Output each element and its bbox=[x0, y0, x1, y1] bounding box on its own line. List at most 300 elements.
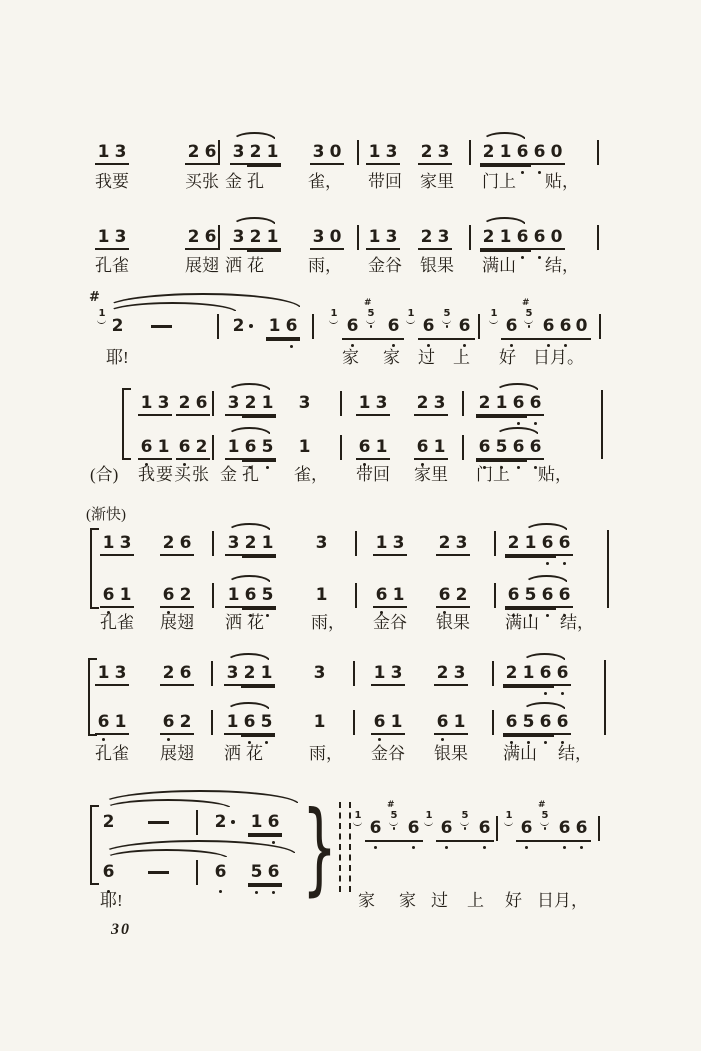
beam-line bbox=[501, 338, 559, 340]
note-digit: 6 bbox=[214, 862, 227, 882]
lyric: 洒花 bbox=[225, 256, 269, 275]
grace-digit: 1 bbox=[330, 308, 338, 319]
barline bbox=[597, 225, 599, 250]
note-digit: 2 bbox=[179, 585, 192, 605]
note-digit: 1 bbox=[250, 812, 263, 832]
note-digit: 1 bbox=[266, 142, 279, 162]
octave-dot bbox=[412, 846, 415, 849]
barline bbox=[218, 140, 220, 165]
grace-slur bbox=[524, 319, 533, 324]
note-group bbox=[100, 862, 117, 883]
grace-digit: 5 bbox=[541, 810, 549, 821]
grace-slur bbox=[366, 319, 375, 324]
lyric: 带回 bbox=[368, 172, 402, 191]
lyric: 我要买张 bbox=[138, 465, 210, 484]
barline bbox=[598, 816, 600, 841]
note-digit: 6 bbox=[542, 316, 555, 336]
note-group bbox=[185, 227, 219, 250]
lyric: 家 bbox=[342, 348, 359, 367]
note-digit: 1 bbox=[298, 437, 311, 457]
beam-line bbox=[555, 338, 591, 340]
barline bbox=[492, 710, 494, 735]
note-group bbox=[160, 585, 194, 608]
beam-line bbox=[242, 460, 276, 462]
barline bbox=[218, 225, 220, 250]
grace-slur bbox=[353, 821, 362, 826]
note-group bbox=[418, 142, 452, 165]
note-digit: 1 bbox=[390, 712, 403, 732]
note-group bbox=[573, 316, 590, 337]
beam-line bbox=[242, 608, 276, 610]
octave-dot bbox=[272, 891, 275, 894]
note-digit: 2 bbox=[214, 812, 227, 832]
note-digit: 1 bbox=[358, 393, 371, 413]
octave-dot bbox=[544, 827, 547, 830]
note-group bbox=[212, 862, 229, 883]
note-digit: 2 bbox=[249, 142, 262, 162]
note-group bbox=[367, 818, 384, 839]
barline bbox=[353, 710, 355, 735]
note-group bbox=[480, 227, 565, 250]
note-digit: 0 bbox=[329, 227, 342, 247]
note-digit: 6 bbox=[539, 663, 552, 683]
octave-dot bbox=[219, 890, 222, 893]
octave-dot bbox=[546, 614, 549, 617]
note-digit: 1 bbox=[499, 142, 512, 162]
lyric: 展翅 bbox=[160, 613, 194, 632]
note-digit: 1 bbox=[524, 533, 537, 553]
barline bbox=[462, 391, 464, 416]
note-digit: 2 bbox=[455, 585, 468, 605]
grace-note bbox=[489, 309, 499, 319]
lyric: 洒花 bbox=[225, 613, 269, 632]
octave-dot bbox=[561, 692, 564, 695]
note-digit: 1 bbox=[119, 585, 132, 605]
note-group bbox=[225, 585, 276, 608]
lyric: 门上 bbox=[476, 465, 510, 484]
beam-line bbox=[241, 735, 275, 737]
note-digit: 1 bbox=[368, 142, 381, 162]
note-group bbox=[95, 663, 129, 686]
note-digit: 3 bbox=[114, 142, 127, 162]
note-digit: 6 bbox=[179, 663, 192, 683]
note-group bbox=[310, 227, 344, 250]
note-digit: 0 bbox=[575, 316, 588, 336]
grace-digit: 5 bbox=[525, 308, 533, 319]
note-digit: 6 bbox=[195, 393, 208, 413]
beam-line bbox=[266, 339, 300, 341]
note-group bbox=[176, 393, 210, 416]
octave-dot bbox=[370, 325, 373, 328]
grace-note bbox=[442, 309, 452, 319]
note-digit: 6 bbox=[541, 585, 554, 605]
beam-line bbox=[480, 250, 531, 252]
octave-dot bbox=[272, 841, 275, 844]
note-digit: 1 bbox=[97, 663, 110, 683]
slur bbox=[227, 383, 272, 392]
lyric: 买张 bbox=[185, 172, 219, 191]
note-group bbox=[356, 437, 390, 460]
note-digit: 2 bbox=[195, 437, 208, 457]
octave-dot bbox=[544, 692, 547, 695]
note-group bbox=[373, 533, 407, 556]
note-group bbox=[95, 712, 129, 735]
lyric: 银果 bbox=[420, 256, 454, 275]
slur bbox=[495, 427, 540, 436]
note-group bbox=[230, 227, 281, 250]
octave-dot bbox=[446, 325, 449, 328]
barline bbox=[353, 661, 355, 686]
sharp-sign: # bbox=[522, 298, 530, 308]
note-digit: 1 bbox=[495, 393, 508, 413]
note-digit: 6 bbox=[440, 818, 453, 838]
note-digit: 2 bbox=[187, 142, 200, 162]
note-group bbox=[503, 712, 571, 735]
note-digit: 6 bbox=[541, 533, 554, 553]
dash-note bbox=[148, 871, 169, 874]
barline bbox=[494, 583, 496, 608]
octave-dot bbox=[546, 562, 549, 565]
note-group bbox=[414, 437, 448, 460]
note-digit: 6 bbox=[162, 712, 175, 732]
note-group bbox=[371, 663, 405, 686]
beam-line bbox=[476, 460, 527, 462]
note-digit: 6 bbox=[529, 437, 542, 457]
note-digit: 2 bbox=[482, 227, 495, 247]
barline bbox=[357, 225, 359, 250]
note-group bbox=[225, 437, 276, 460]
note-group bbox=[248, 862, 282, 885]
note-group bbox=[95, 227, 129, 250]
barline bbox=[212, 435, 214, 460]
note-group bbox=[160, 712, 194, 735]
octave-dot bbox=[563, 562, 566, 565]
system-end-barline bbox=[601, 390, 603, 459]
slur bbox=[522, 653, 567, 662]
lyric: 孔雀 bbox=[100, 613, 134, 632]
lyric: (合) bbox=[90, 465, 119, 484]
beam-line bbox=[248, 885, 282, 887]
barline bbox=[340, 435, 342, 460]
note-digit: 5 bbox=[524, 585, 537, 605]
beam-line bbox=[480, 165, 531, 167]
note-digit: 6 bbox=[204, 142, 217, 162]
note-digit: 6 bbox=[505, 316, 518, 336]
note-group bbox=[385, 316, 402, 337]
note-digit: 6 bbox=[407, 818, 420, 838]
slur bbox=[227, 575, 272, 584]
beam-line bbox=[242, 416, 276, 418]
note-digit: 1 bbox=[453, 712, 466, 732]
beam-line bbox=[505, 556, 556, 558]
grace-slur bbox=[406, 319, 415, 324]
grace-digit: 5 bbox=[390, 810, 398, 821]
slur bbox=[226, 702, 271, 711]
note-digit: 3 bbox=[227, 533, 240, 553]
augmentation-dot bbox=[249, 324, 253, 328]
barline bbox=[357, 140, 359, 165]
note-digit: 3 bbox=[226, 663, 239, 683]
note-digit: 2 bbox=[420, 142, 433, 162]
lyric: 上 bbox=[453, 348, 470, 367]
note-digit: 6 bbox=[387, 316, 400, 336]
note-group bbox=[505, 585, 573, 608]
note-digit: 2 bbox=[178, 393, 191, 413]
lyric: 带回 bbox=[356, 465, 390, 484]
note-group bbox=[109, 316, 126, 337]
lyric: 金孔 bbox=[225, 172, 269, 191]
note-group bbox=[176, 437, 210, 460]
octave-dot bbox=[517, 466, 520, 469]
note-group bbox=[160, 663, 194, 686]
note-digit: 1 bbox=[268, 316, 281, 336]
note-digit: 3 bbox=[114, 663, 127, 683]
note-digit: 2 bbox=[244, 393, 257, 413]
note-digit: 5 bbox=[522, 712, 535, 732]
note-digit: 6 bbox=[436, 712, 449, 732]
note-digit: 6 bbox=[178, 437, 191, 457]
note-digit: 3 bbox=[385, 227, 398, 247]
lyric: 日月。 bbox=[533, 348, 584, 367]
note-group bbox=[405, 818, 422, 839]
grace-digit: 5 bbox=[443, 308, 451, 319]
octave-dot bbox=[167, 738, 170, 741]
note-group bbox=[230, 316, 247, 337]
note-group bbox=[371, 712, 405, 735]
beam-line bbox=[418, 338, 475, 340]
note-digit: 5 bbox=[261, 437, 274, 457]
lyric: 家里 bbox=[414, 465, 448, 484]
note-group bbox=[573, 818, 590, 839]
lyric: 耶! bbox=[100, 891, 123, 910]
note-group bbox=[224, 663, 275, 686]
note-digit: 3 bbox=[313, 663, 326, 683]
barline bbox=[211, 661, 213, 686]
grace-digit: 1 bbox=[98, 308, 106, 319]
lyric: 金谷 bbox=[371, 744, 405, 763]
note-group bbox=[414, 393, 448, 416]
note-digit: 3 bbox=[315, 533, 328, 553]
note-digit: 0 bbox=[329, 142, 342, 162]
beam-line bbox=[247, 165, 281, 167]
lyric: 家里 bbox=[420, 172, 454, 191]
note-group bbox=[436, 533, 470, 556]
barline bbox=[478, 314, 480, 339]
note-group bbox=[224, 712, 275, 735]
dash-note bbox=[148, 821, 169, 824]
note-digit: 6 bbox=[244, 585, 257, 605]
note-digit: 1 bbox=[102, 533, 115, 553]
note-digit: 6 bbox=[539, 712, 552, 732]
dash-note bbox=[151, 325, 172, 328]
sharp-sign: # bbox=[538, 800, 546, 810]
grace-note bbox=[353, 811, 363, 821]
note-digit: 5 bbox=[260, 712, 273, 732]
note-digit: 6 bbox=[369, 818, 382, 838]
slur bbox=[482, 132, 527, 141]
note-digit: 3 bbox=[114, 227, 127, 247]
slur bbox=[524, 575, 569, 584]
note-group bbox=[225, 393, 276, 416]
barline bbox=[212, 531, 214, 556]
note-group bbox=[476, 818, 493, 839]
note-group bbox=[100, 533, 134, 556]
lyric: 雨， bbox=[311, 613, 345, 632]
note-digit: 6 bbox=[438, 585, 451, 605]
note-group bbox=[138, 437, 172, 460]
note-digit: 0 bbox=[550, 142, 563, 162]
grace-note bbox=[424, 811, 434, 821]
note-digit: 3 bbox=[437, 227, 450, 247]
note-group bbox=[418, 227, 452, 250]
sharp-sign: # bbox=[89, 290, 100, 305]
octave-dot bbox=[544, 741, 547, 744]
grace-note bbox=[406, 309, 416, 319]
note-digit: 6 bbox=[285, 316, 298, 336]
note-digit: 6 bbox=[533, 142, 546, 162]
octave-dot bbox=[290, 345, 293, 348]
grace-slur bbox=[540, 821, 549, 826]
note-digit: 2 bbox=[162, 533, 175, 553]
grace-note bbox=[329, 309, 339, 319]
note-digit: 1 bbox=[140, 393, 153, 413]
note-digit: 6 bbox=[516, 142, 529, 162]
note-digit: 6 bbox=[507, 585, 520, 605]
barline bbox=[496, 816, 498, 841]
note-digit: 1 bbox=[226, 712, 239, 732]
note-group bbox=[160, 533, 194, 556]
grace-digit: 1 bbox=[425, 810, 433, 821]
lyric: 家 bbox=[383, 348, 400, 367]
lyric: 展翅 bbox=[185, 256, 219, 275]
voice-bracket bbox=[90, 528, 99, 609]
beam-line bbox=[342, 338, 404, 340]
note-digit: 2 bbox=[111, 316, 124, 336]
note-digit: 1 bbox=[315, 585, 328, 605]
slur bbox=[232, 217, 277, 226]
barline bbox=[211, 710, 213, 735]
grace-note bbox=[538, 800, 550, 821]
beam-line bbox=[505, 608, 556, 610]
lyric: 贴， bbox=[545, 172, 579, 191]
note-group bbox=[185, 142, 219, 165]
note-group bbox=[438, 818, 455, 839]
lyric: 过 bbox=[431, 891, 448, 910]
note-group bbox=[557, 316, 574, 337]
note-group bbox=[225, 533, 276, 556]
note-digit: 6 bbox=[512, 393, 525, 413]
note-group bbox=[366, 227, 400, 250]
note-digit: 2 bbox=[244, 533, 257, 553]
note-digit: 6 bbox=[558, 818, 571, 838]
note-digit: 3 bbox=[232, 227, 245, 247]
barline bbox=[494, 531, 496, 556]
octave-dot bbox=[521, 256, 524, 259]
lyric: 银果 bbox=[436, 613, 470, 632]
lyric: 金孔 bbox=[220, 465, 264, 484]
note-digit: 2 bbox=[436, 663, 449, 683]
note-digit: 1 bbox=[392, 585, 405, 605]
note-group bbox=[456, 316, 473, 337]
barline bbox=[355, 583, 357, 608]
lyric: 门上 bbox=[482, 172, 516, 191]
grace-digit: 1 bbox=[407, 308, 415, 319]
lyric: 雨， bbox=[309, 744, 343, 763]
note-digit: 6 bbox=[244, 437, 257, 457]
lyric: 满山 bbox=[503, 744, 537, 763]
note-group bbox=[505, 533, 573, 556]
note-digit: 6 bbox=[97, 712, 110, 732]
note-group bbox=[248, 812, 282, 835]
note-group bbox=[518, 818, 535, 839]
note-digit: 1 bbox=[266, 227, 279, 247]
grace-note bbox=[97, 309, 107, 319]
beam-line bbox=[248, 835, 282, 837]
grace-digit: 1 bbox=[505, 810, 513, 821]
lyric: 孔雀 bbox=[95, 256, 129, 275]
note-digit: 6 bbox=[559, 316, 572, 336]
dashed-barline bbox=[339, 802, 341, 892]
note-digit: 5 bbox=[250, 862, 263, 882]
note-digit: 5 bbox=[495, 437, 508, 457]
note-digit: 3 bbox=[157, 393, 170, 413]
grace-slur bbox=[424, 821, 433, 826]
note-digit: 2 bbox=[249, 227, 262, 247]
beam-line bbox=[247, 250, 281, 252]
beam-line bbox=[476, 416, 527, 418]
barline bbox=[212, 391, 214, 416]
octave-dot bbox=[538, 256, 541, 259]
barline bbox=[196, 810, 198, 835]
octave-dot bbox=[255, 891, 258, 894]
note-digit: 6 bbox=[575, 818, 588, 838]
note-digit: 3 bbox=[298, 393, 311, 413]
note-digit: 6 bbox=[505, 712, 518, 732]
beam-line bbox=[503, 686, 554, 688]
note-digit: 2 bbox=[482, 142, 495, 162]
octave-dot bbox=[528, 325, 531, 328]
slur bbox=[232, 132, 277, 141]
lyric: 日月， bbox=[537, 891, 588, 910]
note-digit: 0 bbox=[550, 227, 563, 247]
note-digit: 3 bbox=[433, 393, 446, 413]
beam-line bbox=[365, 840, 423, 842]
octave-dot bbox=[563, 846, 566, 849]
lyric: 结， bbox=[560, 613, 594, 632]
note-group bbox=[95, 142, 129, 165]
note-digit: 1 bbox=[227, 437, 240, 457]
note-group bbox=[138, 393, 172, 416]
barline bbox=[469, 225, 471, 250]
barline bbox=[312, 314, 314, 339]
octave-dot bbox=[517, 422, 520, 425]
barline bbox=[355, 531, 357, 556]
octave-dot bbox=[538, 171, 541, 174]
note-digit: 3 bbox=[390, 663, 403, 683]
grace-slur bbox=[442, 319, 451, 324]
note-digit: 3 bbox=[119, 533, 132, 553]
grace-digit: 5 bbox=[367, 308, 375, 319]
note-group bbox=[311, 712, 328, 733]
note-digit: 1 bbox=[375, 437, 388, 457]
note-digit: 6 bbox=[422, 316, 435, 336]
grace-slur bbox=[329, 319, 338, 324]
note-digit: 2 bbox=[187, 227, 200, 247]
note-digit: 1 bbox=[368, 227, 381, 247]
octave-dot bbox=[374, 846, 377, 849]
beam-line bbox=[571, 840, 591, 842]
note-digit: 1 bbox=[433, 437, 446, 457]
